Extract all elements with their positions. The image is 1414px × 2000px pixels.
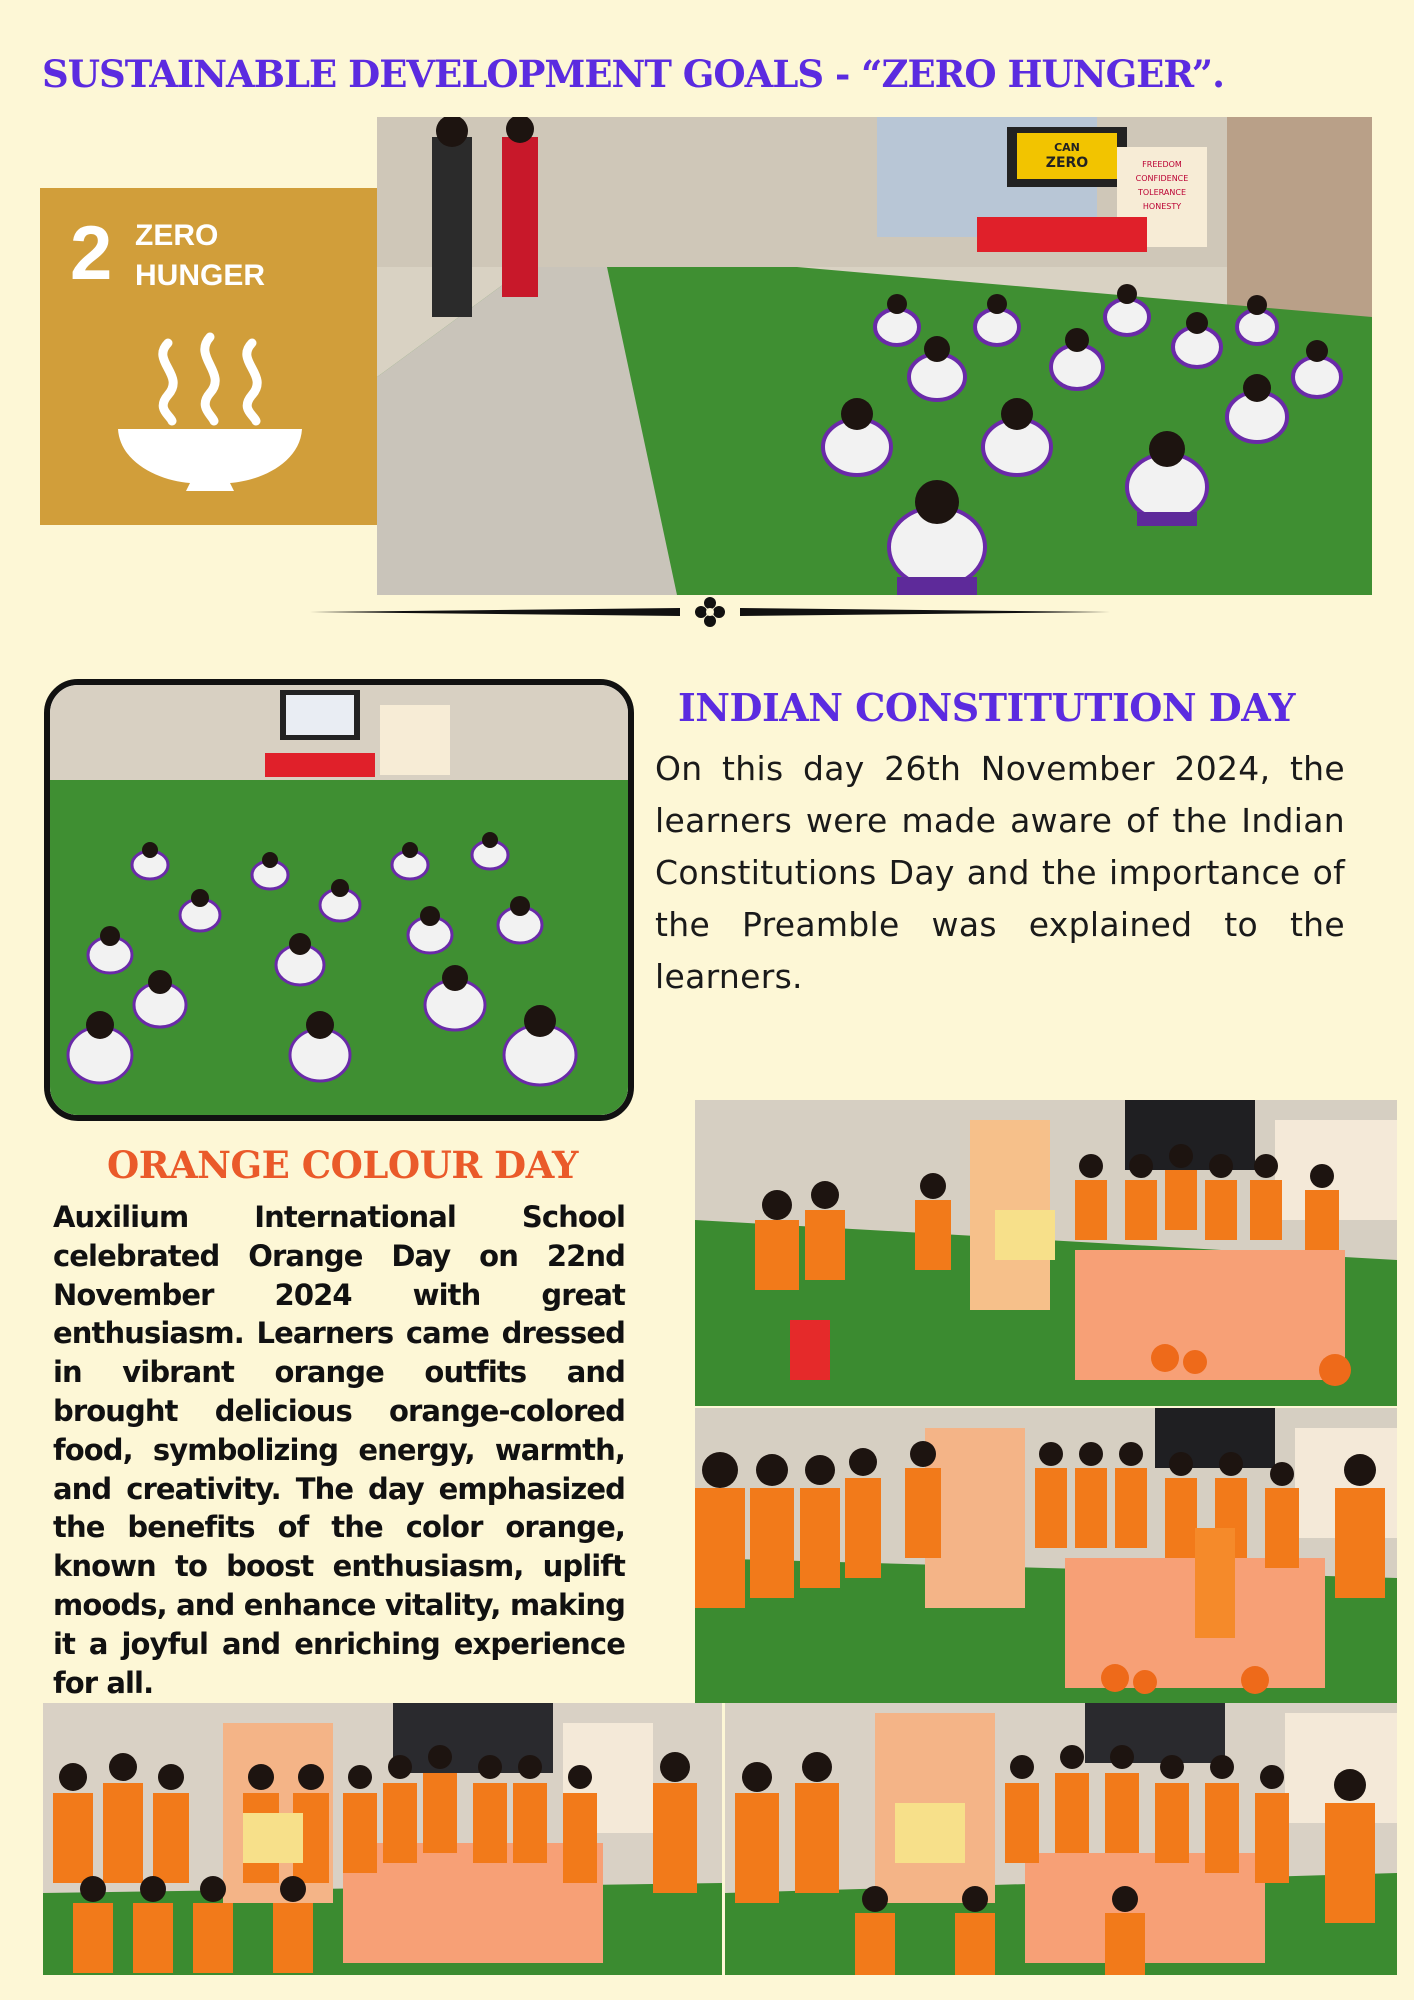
sdg-label: ZERO HUNGER — [135, 219, 266, 292]
decorative-divider — [300, 590, 1120, 630]
values-board-3: TOLERANCE — [1137, 188, 1187, 197]
orange-day-text: Auxilium International School celebrated Orange Day on 22nd November 2024 with great enthusiasm. Learners came dressed in vibrant orange outfits and brought delicious orange-colored food, symbolizing energy, warmth, and creativity. The day emphasized the benefits of the color orange, known to boost enthusiasm, uplift moods, and enhance vitality, making it a joyful and enriching experience for all. — [53, 1200, 625, 1700]
screen-text-2: ZERO — [1045, 155, 1089, 171]
photo-orange-day-1 — [695, 1100, 1397, 1406]
sdg-number: 2 — [70, 211, 113, 296]
orange-day-title: ORANGE COLOUR DAY — [107, 1143, 578, 1187]
photo-orange-day-3 — [43, 1703, 722, 1975]
screen-text-1: CAN — [1054, 141, 1080, 154]
values-board-2: CONFIDENCE — [1135, 174, 1189, 183]
page-title: SUSTAINABLE DEVELOPMENT GOALS - “ZERO HUNGER”. — [42, 52, 1224, 96]
photo-orange-day-2 — [695, 1408, 1397, 1703]
bowl-icon — [110, 323, 310, 493]
photo-constitution-day — [44, 679, 634, 1121]
values-board-4: HONESTY — [1142, 202, 1182, 211]
photo-zero-hunger-assembly — [377, 117, 1372, 595]
constitution-day-title: INDIAN CONSTITUTION DAY — [678, 685, 1295, 730]
photo-orange-day-4 — [725, 1703, 1397, 1975]
values-board-1: FREEDOM — [1142, 160, 1182, 169]
sdg-zero-hunger-tile — [40, 188, 377, 525]
constitution-day-text: On this day 26th November 2024, the learners were made aware of the Indian Constitutions Day and the importance of the Preamble was explained to the learners. — [655, 749, 1345, 996]
